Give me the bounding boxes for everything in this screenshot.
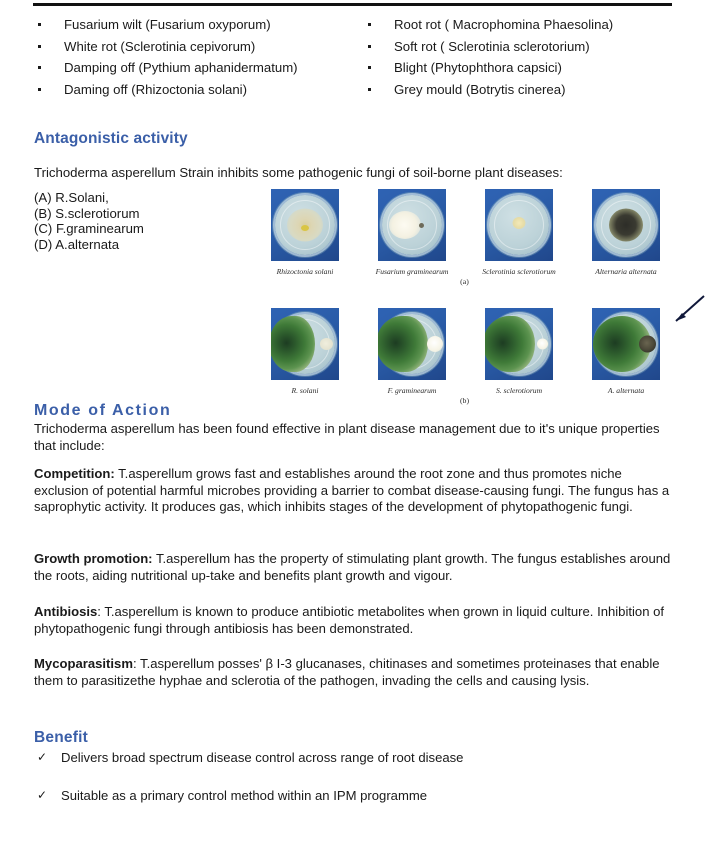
figure-panel-a: [268, 189, 705, 286]
list-item: [364, 57, 705, 79]
list-item: [364, 79, 705, 101]
list-item: [34, 57, 356, 79]
bullet-dot-icon: [368, 23, 371, 26]
petri-dish-photo-dual-s-sclerotiorum: [485, 308, 553, 380]
trichoderma-colony: [271, 316, 315, 372]
term-text: T.asperellum grows fast and establishes around the root zone and thus promotes niche exclusion of potential harmful microbes providing a barrier to combat disease-causing fungi. The fungus has a saprophytic activity. It produces gas, which inhibits stages of the development of phytopathogenic fungi.: [34, 466, 670, 515]
fungal-colony: [609, 209, 643, 242]
section-heading-benefit: Benefit: [34, 729, 88, 746]
figure-label-b: (b): [459, 396, 470, 405]
fungal-colony: [389, 211, 421, 239]
petri-dish-photo-alternaria-alternata: [592, 189, 660, 261]
disease-label: Blight (Phytophthora capsici): [394, 60, 562, 75]
disease-label: Root rot ( Macrophomina Phaesolina): [394, 17, 614, 32]
list-item: [34, 14, 356, 36]
bullet-dot-icon: [38, 23, 41, 26]
plate-cell-sclerotinia-sclerotiorum: [482, 189, 556, 276]
section-heading-mode-of-action: Mode of Action: [34, 402, 172, 419]
mode-of-action-mycoparasitism: [34, 656, 672, 689]
disease-label: Fusarium wilt (Fusarium oxyporum): [64, 17, 271, 32]
list-item: [34, 787, 654, 804]
disease-label: Soft rot ( Sclerotinia sclerotorium): [394, 38, 590, 54]
trichoderma-colony: [485, 316, 535, 372]
term-label: Antibiosis: [34, 604, 98, 619]
plate-cell-dual-f-graminearum: [375, 308, 449, 395]
plate-cell-rhizoctonia-solani: [268, 189, 342, 276]
mode-of-action-growth-promotion: [34, 551, 672, 584]
colony-core: [301, 225, 309, 231]
bullet-dot-icon: [368, 66, 371, 69]
plate-cell-fusarium-graminearum: [375, 189, 449, 276]
plate-cell-dual-r-solani: [268, 308, 342, 395]
check-icon: ✓: [37, 788, 48, 802]
plate-caption: S. sclerotiorum: [495, 386, 543, 395]
term-label: Mycoparasitism: [34, 656, 133, 671]
benefit-label: Delivers broad spectrum disease control across range of root disease: [61, 750, 464, 765]
petri-dish-photo-sclerotinia-sclerotiorum: [485, 189, 553, 261]
disease-bullet-lists: [0, 14, 705, 100]
list-item: [34, 79, 356, 101]
plate-caption: F. graminearum: [387, 386, 437, 395]
pathogen-colony: [427, 336, 443, 352]
trichoderma-colony: [378, 316, 428, 372]
petri-dish-photo-fusarium-graminearum: [378, 189, 446, 261]
list-item: [364, 14, 705, 36]
petri-dish-photo-dual-f-graminearum: [378, 308, 446, 380]
term-label: Competition:: [34, 466, 115, 481]
plate-cell-alternaria-alternata: [589, 189, 663, 276]
figure-label-a: (a): [460, 277, 469, 286]
term-text: : T.asperellum is known to produce antibiotic metabolites when grown in liquid culture. Inhibition of phytopathogenic fungi through antibiosis has been demonstrated.: [34, 604, 665, 636]
plate-caption: Alternaria alternata: [595, 267, 657, 276]
bullet-dot-icon: [368, 88, 371, 91]
petri-dish-photo-rhizoctonia-solani: [271, 189, 339, 261]
plate-caption: Rhizoctonia solani: [276, 267, 334, 276]
bullet-dot-icon: [38, 66, 41, 69]
term-text: T.asperellum has the property of stimulating plant growth. The fungus establishes around the roots, aiding nutritional up-take and benefits plant growth and vigour.: [34, 551, 671, 583]
antagonistic-intro-text: Trichoderma asperellum Strain inhibits some pathogenic fungi of soil-borne plant diseases:: [34, 165, 563, 180]
plate-row-b: [268, 308, 705, 395]
legend-item-d: (D) A.alternata: [34, 236, 120, 252]
legend-item-b: (B) S.sclerotiorum: [34, 205, 140, 221]
pathogen-colony: [320, 338, 333, 350]
plate-cell-dual-s-sclerotiorum: [482, 308, 556, 395]
benefit-list: [34, 749, 654, 825]
list-item: [364, 36, 705, 58]
check-icon: ✓: [37, 750, 48, 764]
plate-cell-dual-a-alternata: [589, 308, 663, 395]
plate-caption: Fusarium graminearum: [375, 267, 449, 276]
annotation-arrow-icon: [663, 294, 705, 332]
benefit-label: Suitable as a primary control method within an IPM programme: [61, 788, 428, 803]
bullet-dot-icon: [38, 45, 41, 48]
disease-list-left-column: [0, 14, 356, 100]
petri-dish-photo-dual-a-alternata: [592, 308, 660, 380]
antagonistic-legend-list: [34, 190, 144, 252]
plate-caption: A. alternata: [607, 386, 645, 395]
bullet-dot-icon: [38, 88, 41, 91]
pathogen-colony: [537, 339, 548, 350]
bullet-dot-icon: [368, 45, 371, 48]
disease-label: Damping off (Pythium aphanidermatum): [64, 60, 298, 75]
petri-dish-photo-dual-r-solani: [271, 308, 339, 380]
list-item: [34, 749, 654, 766]
term-text: : T.asperellum posses' β I-3 glucanases, chitinases and sometimes proteinases that enable them to parasitizethe hyphae and sclerotia of the pathogen, invading the cells and causing lysis.: [34, 656, 660, 688]
list-item: [34, 36, 356, 58]
plate-caption: Sclerotinia sclerotiorum: [482, 267, 556, 276]
disease-label: Grey mould (Botrytis cinerea): [394, 81, 566, 97]
disease-list-right: [364, 14, 705, 100]
term-label: Growth promotion:: [34, 551, 153, 566]
disease-list-left: [34, 14, 356, 100]
plate-row-a: [268, 189, 705, 276]
fungal-colony: [513, 217, 526, 229]
pathogen-colony: [639, 336, 656, 353]
legend-item-c: (C) F.graminearum: [34, 221, 144, 237]
plate-caption: R. solani: [291, 386, 319, 395]
disease-list-right-column: [356, 14, 705, 100]
disease-label: Daming off (Rhizoctonia solani): [64, 81, 248, 97]
disease-label: White rot (Sclerotinia cepivorum): [64, 38, 256, 54]
legend-item-a: (A) R.Solani,: [34, 190, 109, 205]
figure-panel-b: [268, 308, 705, 405]
mode-of-action-competition: [34, 466, 672, 516]
section-heading-antagonistic-activity: Antagonistic activity: [34, 130, 188, 147]
mode-of-action-antibiosis: [34, 604, 672, 637]
top-horizontal-rule: [33, 3, 672, 6]
mode-of-action-intro: Trichoderma asperellum has been found effective in plant disease management due to it's unique properties that include:: [34, 421, 660, 453]
